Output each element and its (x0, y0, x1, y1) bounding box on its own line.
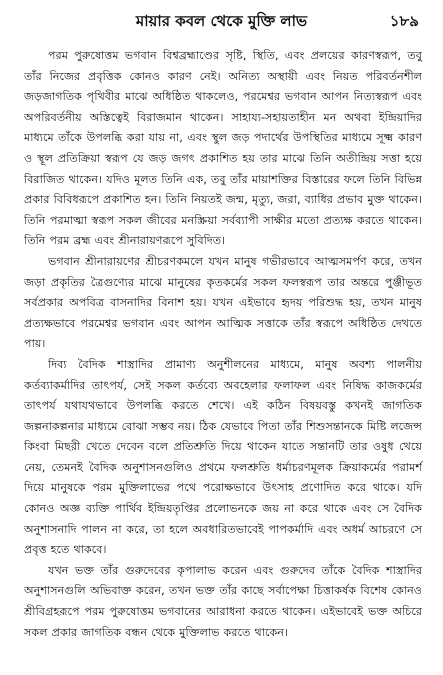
paragraph-2: ভগবান শ্রীনারায়ণের শ্রীচরণকমলে যখন মানুষ গভীরভাবে আত্মসমর্পণ করে, তখন জড়া প্রকৃতির ত্রৈগুণ্যের মাঝে মানুষের কৃতকর্মের সকল ফলস্বরূপ তার অন্তরে পুঞ্জীভূত সর্বপ্রকার অপবিত্র বাসনাদির বিনাশ হয়। যখন এইভাবে হৃদয় পরিশুদ্ধ হয়, তখন মানুষ প্রত্যক্ষভাবে পরমেশ্বর ভগবান এবং আপন আত্মিক সত্তাকে তাঁর স্বরূপে অধিষ্ঠিত দেখতে পায়। (24, 254, 422, 351)
paragraph-1: পরম পুরুষোত্তম ভগবান বিশ্বব্রহ্মাণ্ডের সৃষ্টি, স্থিতি, এবং প্রলয়ের কারণস্বরূপ, তবু তাঁর নিজের প্রবৃত্তিক কোনও কারণ নেই। অনিত্য অস্থায়ী এবং নিয়ত পরিবর্তনশীল জড়জাগতিক পৃথিবীর মাঝে অধিষ্ঠিত থাকলেও, পরমেশ্বর ভগবান আপন নিত্যস্বরূপ এবং অপরিবর্তনীয় অস্তিত্বেই বিরাজমান থাকেন। সাহায্য-সহায়তাহীন মন অথবা ইন্দ্রিয়াদির মাধ্যমে তাঁকে উপলব্ধি করা যায় না, এবং স্থুল জড় পদার্থের উপস্থিতির মাধ্যমে সূক্ষ্ম কারণ ও স্থূল প্রতিক্রিয়া স্বরূপ যে জড় জগৎ প্রকাশিত হয় তার মাঝে তিনি অতীন্দ্রিয় সত্তা হয়ে বিরাজিত থাকেন। যদিও মূলত তিনি এক, তবু তাঁর মায়াশক্তির বিস্তারের ফলে তিনি বিভিন্ন প্রকার বিবিধরূপে প্রকাশিত হন। তিনি নিয়তই জন্ম, মৃত্যু, জরা, ব্যাধির প্রভাব মুক্ত থাকেন। তিনি পরমাত্মা স্বরূপ সকল জীবের মনস্ক্রিয়া সর্বব্যাপী সাক্ষীর মতো প্রত্যক্ষ করতে থাকেন। তিনি পরম ব্রহ্ম এবং শ্রীনারায়ণরূপে সুবিদিত। (24, 49, 422, 248)
body-text (24, 46, 422, 643)
page-number: ১৮৯ (389, 12, 419, 30)
page-header (24, 8, 419, 34)
paragraph-3: দিব্য বৈদিক শাস্ত্রাদির প্রামাণ্য অনুশীলনের মাধ্যমে, মানুষ অবশ্য পালনীয় কর্তব্যাকর্মাদির তাৎপর্য, সেই সকল কর্তব্যে অবহেলার ফলাফল এবং নিষিদ্ধ কাজকর্মের তাৎপর্য যথাযথভাবে উপলব্ধি করতে শেখে। এই কঠিন বিষয়বস্তু কখনই জাগতিক জল্পনাকল্পনার মাধ্যমে বোঝা সম্ভব নয়। ঠিক যেভাবে পিতা তাঁর শিশুসন্তানকে মিষ্টি লজেন্স কিংবা মিছরী খেতে দেবেন বলে প্রতিশ্রুতি দিয়ে থাকেন যাতে সন্তানটি তার ওষুধ খেয়ে নেয়, তেমনই বৈদিক অনুশাসনগুলিও প্রথমে ফলশ্রুতি ধর্মাচরণমূলক ক্রিয়াকর্মের পরামর্শ দিয়ে মানুষকে পরম মুক্তিলাভের পথে পরোক্ষভাবে উৎসাহ প্রণোদিত করে থাকে। যদি কোনও অজ্ঞ ব্যক্তি পার্থিব ইন্দ্রিয়তৃপ্তির প্রলোভনকে জয় না করে থাকে এবং সে বৈদিক অনুশাসনাদি পালন না করে, তা হলে অবধারিতভাবেই পাপকর্মাদি এবং অধর্ম আচরণে সে প্রবৃত্ত হতে থাকবে। (24, 357, 422, 557)
running-title: মায়ার কবল থেকে মুক্তি লাভ (135, 12, 308, 30)
paragraph-4: যখন ভক্ত তাঁর গুরুদেবের কৃপালাভ করেন এবং গুরুদেব তাঁকে বৈদিক শাস্ত্রাদির অনুশাসনগুলি অভিবাক্ত করেন, তখন ভক্ত তাঁর কাছে সর্বাপেক্ষা চিত্তাকর্ষক বিশেষ কোনও শ্রীবিগ্রহরূপে পরম পুরুষোত্তম ভগবানের আরাধনা করতে থাকেন। এইভাবেই ভক্ত অচিরে সকল প্রকার জাগতিক বন্ধন থেকে মুক্তিলাভ করতে থাকেন। (24, 563, 422, 639)
